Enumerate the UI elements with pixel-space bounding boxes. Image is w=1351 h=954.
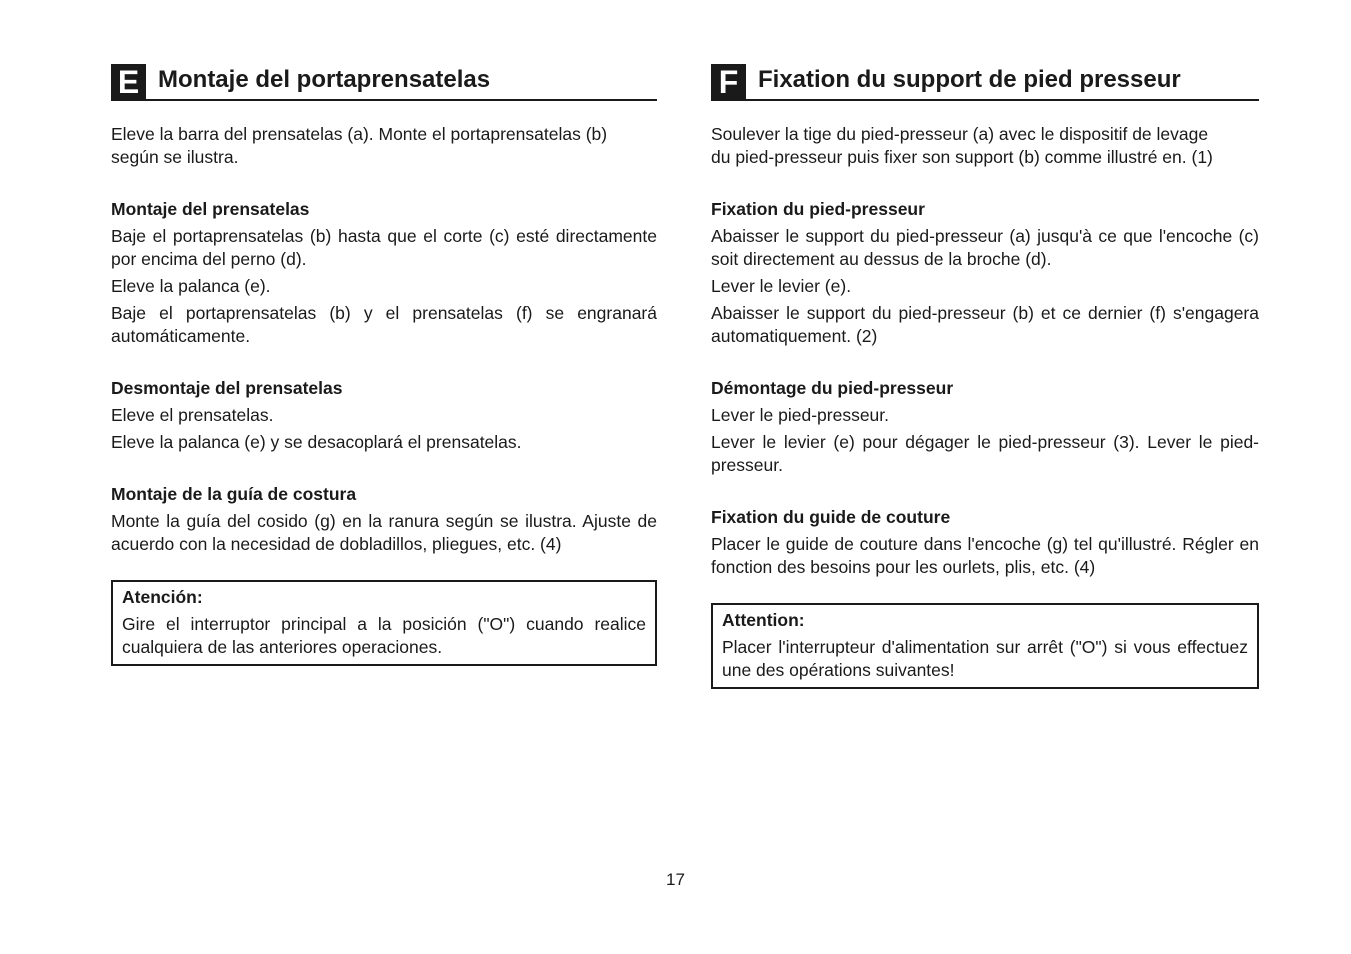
spanish-intro	[111, 123, 657, 169]
french-notice-text: Placer l'interrupteur d'alimentation sur arrêt ("O") si vous effectuez une des opérations suivantes!	[722, 637, 1248, 680]
french-s1-title: Fixation du pied-presseur	[711, 199, 925, 219]
spanish-s1-p2: Eleve la palanca (e).	[111, 276, 271, 296]
french-s2-p2: Lever le levier (e) pour dégager le pied-presseur (3). Lever le pied-presseur.	[711, 432, 1259, 475]
french-s3-title: Fixation du guide de couture	[711, 507, 951, 527]
language-badge-e: E	[111, 64, 146, 99]
page-number: 17	[666, 870, 685, 889]
language-badge-f: F	[711, 64, 746, 99]
spanish-s3-p1: Monte la guía del cosido (g) en la ranura según se ilustra. Ajuste de acuerdo con la necesidad de dobladillos, pliegues, etc. (4)	[111, 511, 657, 554]
spanish-s1-title: Montaje del prensatelas	[111, 199, 310, 219]
french-s2-title: Démontage du pied-presseur	[711, 378, 954, 398]
spanish-s1-p1: Baje el portaprensatelas (b) hasta que el corte (c) esté directamente por encima del perno (d).	[111, 226, 657, 269]
spanish-s2-title: Desmontaje del prensatelas	[111, 378, 343, 398]
spanish-s2-p1: Eleve el prensatelas.	[111, 405, 274, 425]
spanish-intro-line-2: según se ilustra.	[111, 147, 239, 167]
french-s2-p1: Lever le pied-presseur.	[711, 405, 890, 425]
french-intro-line-1: Soulever la tige du pied-presseur (a) avec le dispositif de levage	[711, 124, 1209, 144]
french-notice-box	[711, 603, 1259, 689]
french-title: Fixation du support de pied presseur	[758, 65, 1181, 93]
spanish-notice-box	[111, 580, 657, 666]
french-notice-title: Attention:	[722, 610, 805, 630]
spanish-s2-p2: Eleve la palanca (e) y se desacoplará el prensatelas.	[111, 432, 522, 452]
french-s1-p1: Abaisser le support du pied-presseur (a) jusqu'à ce que l'encoche (c) soit directement au dessus de la broche (d).	[711, 226, 1259, 269]
french-intro	[711, 123, 1259, 169]
spanish-s1-p3: Baje el portaprensatelas (b) y el prensatelas (f) se engranará automáticamente.	[111, 303, 657, 346]
spanish-heading	[111, 64, 657, 101]
french-heading	[711, 64, 1259, 101]
spanish-notice-title: Atención:	[122, 587, 203, 607]
spanish-notice-text: Gire el interruptor principal a la posición ("O") cuando realice cualquiera de las anteriores operaciones.	[122, 614, 646, 657]
french-column	[711, 64, 1259, 689]
french-s1-p2: Lever le levier (e).	[711, 276, 852, 296]
french-s1-p3: Abaisser le support du pied-presseur (b) et ce dernier (f) s'engagera automatiquement. (2)	[711, 303, 1259, 346]
spanish-intro-line-1: Eleve la barra del prensatelas (a). Monte el portaprensatelas (b)	[111, 124, 608, 144]
spanish-column	[111, 64, 657, 666]
french-intro-line-2: du pied-presseur puis fixer son support (b) comme illustré en. (1)	[711, 147, 1213, 167]
spanish-s3-title: Montaje de la guía de costura	[111, 484, 357, 504]
spanish-title: Montaje del portaprensatelas	[158, 65, 491, 93]
french-s3-p1: Placer le guide de couture dans l'encoche (g) tel qu'illustré. Régler en fonction des besoins pour les ourlets, plis, etc. (4)	[711, 534, 1259, 577]
